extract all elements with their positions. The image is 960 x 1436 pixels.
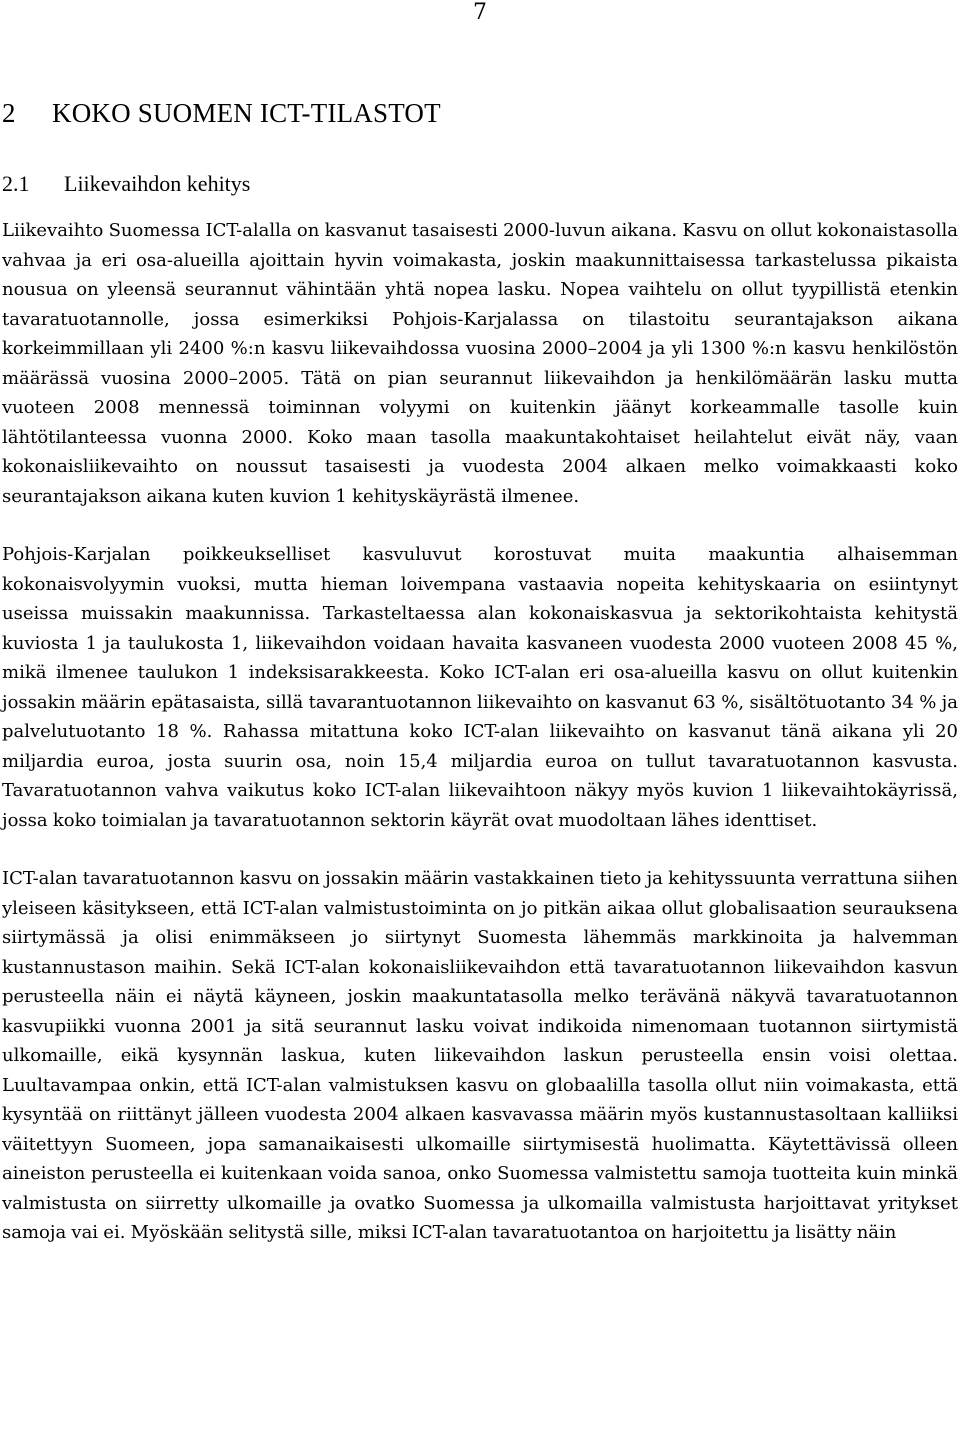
section-number: 2.1 xyxy=(2,171,30,196)
page-number: 7 xyxy=(473,0,487,25)
body-paragraph-1: Liikevaihto Suomessa ICT-alalla on kasvanut tasaisesti 2000-luvun aikana. Kasvu on ollut kokonaistasolla vahvaa ja eri osa-alueilla ajoittain hyvin voimakasta, joskin maakunnittaisessa tarkastelussa pikaista nousua on yleensä seurannut vähintään yhtä nopea lasku. Nopea vaihtelu on ollut tyypillistä etenkin tavaratuotannolle, jossa esimerkiksi Pohjois-Karjalassa on tilastoitu seurantajakson aikana korkeimmillaan yli 2400 %:n kasvu liikevaihdossa vuosina 2000–2004 ja yli 1300 %:n kasvu henkilöstön määrässä vuosina 2000–2005. Tätä on pian seurannut liikevaihdon ja henkilömäärän lasku mutta vuoteen 2008 mennessä toiminnan volyymi on kuitenkin jäänyt korkeammalle tasolle kuin lähtötilanteessa vuonna 2000. Koko maan tasolla maakuntakohtaiset heilahtelut eivät näy, vaan kokonaisliikevaihto on noussut tasaisesti ja vuodesta 2004 alkaen melko voimakkaasti koko seurantajakson aikana kuten kuvion 1 kehityskäyrästä ilmenee. xyxy=(2,220,958,507)
chapter-heading xyxy=(2,96,958,130)
chapter-number: 2 xyxy=(2,98,16,128)
section-heading xyxy=(2,170,958,198)
chapter-title: KOKO SUOMEN ICT-TILASTOT xyxy=(52,98,441,128)
section-title: Liikevaihdon kehitys xyxy=(64,171,251,196)
body-paragraph-3: ICT-alan tavaratuotannon kasvu on jossakin määrin vastakkainen tieto ja kehityssuunta verrattuna siihen yleiseen käsitykseen, että ICT-alan valmistustoiminta on jo pitkän aikaa ollut globalisaation seurauksena siirtymässä ja olisi enimmäkseen jo siirtynyt Suomesta lähemmäs markkinoita ja halvemman kustannustason maihin. Sekä ICT-alan kokonaisliikevaihdon että tavaratuotannon liikevaihdon kasvun perusteella näin ei näytä käyneen, joskin maakuntatasolla melko terävänä näkyvä tavaratuotannon kasvupiikki vuonna 2001 ja sitä seurannut lasku voivat indikoida nimenomaan tuotannon siirtymistä ulkomaille, eikä kysynnän laskua, kuten liikevaihdon laskun perusteella ensin voisi olettaa. Luultavampaa onkin, että ICT-alan valmistuksen kasvu on globaalilla tasolla ollut niin voimakasta, että kysyntää on riittänyt jälleen vuodesta 2004 alkaen kasvavassa määrin myös kustannustasoltaan kalliiksi väitettyyn Suomeen, jopa samanaikaisesti ulkomaille siirtymisestä huolimatta. Käytettävissä olleen aineiston perusteella ei kuitenkaan voida sanoa, onko Suomessa valmistettu samoja tuotteita kuin minkä valmistusta on siirretty ulkomaille ja ovatko Suomessa ja ulkomailla valmistusta harjoittavat yritykset samoja vai ei. Myöskään selitystä sille, miksi ICT-alan tavaratuotantoa on harjoitettu ja lisätty näin xyxy=(2,868,958,1243)
page-content xyxy=(2,96,958,1277)
body-paragraph-2: Pohjois-Karjalan poikkeukselliset kasvuluvut korostuvat muita maakuntia alhaisemman kokonaisvolyymin vuoksi, mutta hieman loivempana vastaavia nopeita kehityskaaria on esiintynyt useissa muissakin maakunnissa. Tarkasteltaessa alan kokonaiskasvua ja sektorikohtaista kehitystä kuviosta 1 ja taulukosta 1, liikevaihdon voidaan havaita kasvaneen vuodesta 2000 vuoteen 2008 45 %, mikä ilmenee taulukon 1 indeksisarakkeesta. Koko ICT-alan eri osa-alueilla kasvu on ollut kuitenkin jossakin määrin epätasaista, sillä tavarantuotannon liikevaihto on kasvanut 63 %, sisältötuotanto 34 % ja palvelutuotanto 18 %. Rahassa mitattuna koko ICT-alan liikevaihto on kasvanut tänä aikana yli 20 miljardia euroa, josta suurin osa, noin 15,4 miljardia euroa on tullut tavaratuotannon kasvusta. Tavaratuotannon vahva vaikutus koko ICT-alan liikevaihtoon näkyy myös kuvion 1 liikevaihtokäyrissä, jossa koko toimialan ja tavaratuotannon sektorin käyrät ovat muodoltaan lähes identtiset. xyxy=(2,544,958,831)
